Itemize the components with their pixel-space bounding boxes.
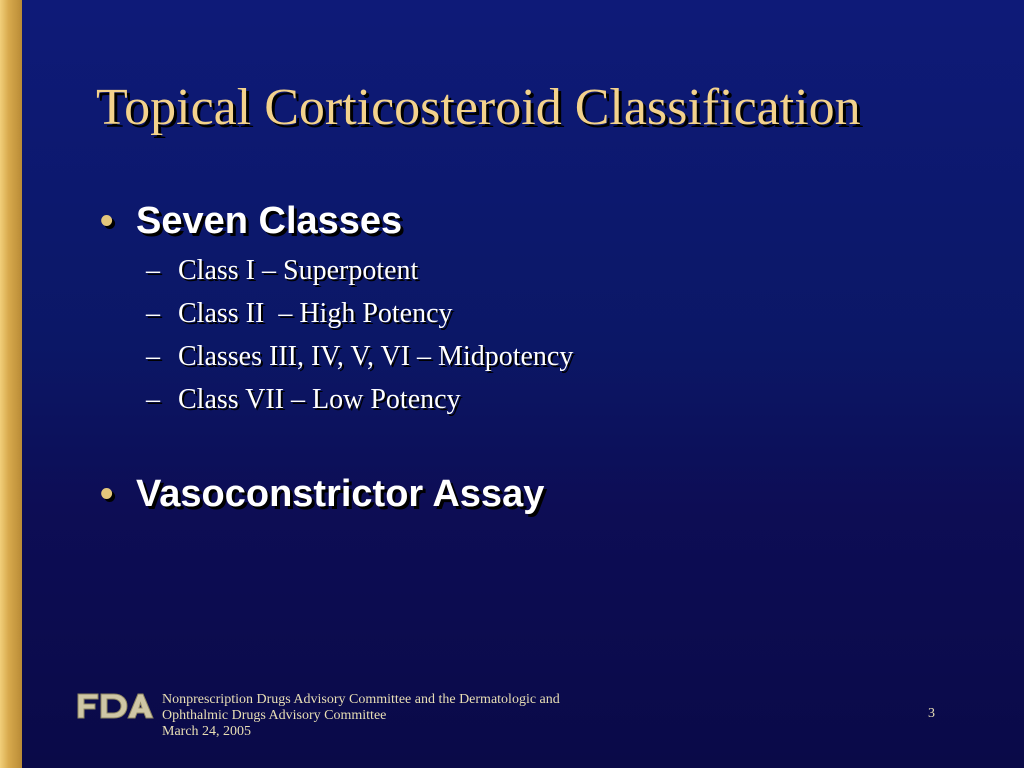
sub-item-text: Class I – Superpotent — [178, 255, 419, 286]
sub-item — [146, 298, 453, 330]
slide-title: Topical Corticosteroid Classification — [96, 79, 861, 136]
sub-item-text: Class VII – Low Potency — [178, 384, 461, 415]
bullet-item — [100, 200, 402, 243]
bullet-text: Seven Classes — [136, 200, 403, 242]
sub-item — [146, 384, 461, 416]
bullet-text: Vasoconstrictor Assay — [136, 473, 545, 515]
sub-item — [146, 255, 418, 287]
footer-line: Ophthalmic Drugs Advisory Committee — [162, 708, 387, 723]
bullet-marker: • — [100, 200, 114, 242]
left-accent-bar — [0, 0, 22, 768]
bullet-marker: • — [100, 473, 114, 515]
footer-line: Nonprescription Drugs Advisory Committee and the Dermatologic and — [162, 692, 560, 707]
fda-logo — [76, 690, 154, 727]
sub-marker: – — [146, 384, 160, 415]
footer-date: March 24, 2005 — [162, 724, 252, 739]
sub-item-text: Classes III, IV, V, VI – Midpotency — [178, 341, 574, 372]
sub-item-text: Class II – High Potency — [178, 298, 453, 329]
sub-item — [146, 341, 573, 373]
sub-marker: – — [146, 341, 160, 372]
bullet-item — [100, 473, 544, 516]
footer-text — [162, 692, 560, 740]
sub-marker: – — [146, 298, 160, 329]
page-number: 3 — [928, 706, 935, 721]
sub-marker: – — [146, 255, 160, 286]
